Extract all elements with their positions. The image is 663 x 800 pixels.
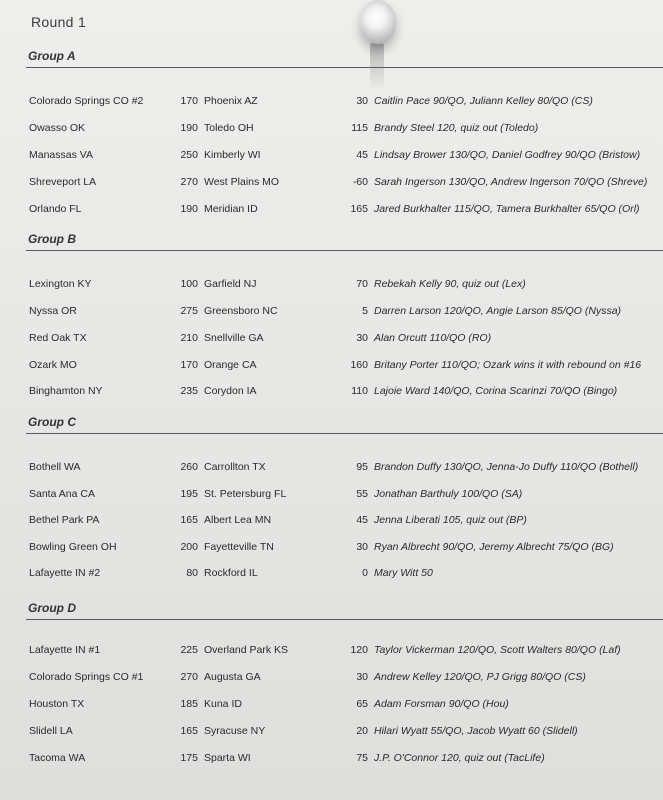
team-score: 175 <box>180 752 198 764</box>
opponent-score: 30 <box>356 332 368 344</box>
group-title: Group B <box>28 232 76 246</box>
opponent-name: Greensboro NC <box>204 305 278 317</box>
match-note: Brandy Steel 120, quiz out (Toledo) <box>374 122 539 134</box>
team-name: Nyssa OR <box>29 305 77 317</box>
opponent-name: Overland Park KS <box>204 644 289 656</box>
team-name: Bethel Park PA <box>29 514 100 526</box>
table-row <box>0 725 663 743</box>
team-score: 80 <box>186 567 198 579</box>
table-row <box>0 359 663 377</box>
opponent-name: Carrollton TX <box>204 461 266 473</box>
table-row <box>0 176 663 194</box>
team-score: 190 <box>180 122 198 134</box>
opponent-score: 0 <box>362 567 368 579</box>
team-score: 170 <box>180 95 198 107</box>
table-row <box>0 514 663 532</box>
table-row <box>0 203 663 221</box>
opponent-name: Albert Lea MN <box>204 514 272 526</box>
table-row <box>0 95 663 113</box>
opponent-name: Phoenix AZ <box>204 95 258 107</box>
team-score: 190 <box>180 203 198 215</box>
opponent-name: Orange CA <box>204 359 257 371</box>
team-name: Owasso OK <box>29 122 86 134</box>
match-note: Lindsay Brower 130/QO, Daniel Godfrey 90/QO (Bristow) <box>374 149 641 161</box>
opponent-name: Toledo OH <box>204 122 254 134</box>
match-note: Andrew Kelley 120/QO, PJ Grigg 80/QO (CS) <box>374 671 586 683</box>
team-score: 185 <box>180 698 198 710</box>
team-name: Shreveport LA <box>29 176 97 188</box>
table-row <box>0 461 663 479</box>
match-note: Hilari Wyatt 55/QO, Jacob Wyatt 60 (Slidell) <box>374 725 578 737</box>
opponent-name: Kimberly WI <box>204 149 261 161</box>
match-note: Jared Burkhalter 115/QO, Tamera Burkhalter 65/QO (Orl) <box>374 203 640 215</box>
group-title: Group D <box>28 601 76 615</box>
table-row <box>0 541 663 559</box>
group-divider <box>26 250 663 251</box>
team-name: Ozark MO <box>29 359 77 371</box>
table-row <box>0 278 663 296</box>
team-name: Lexington KY <box>29 278 92 290</box>
team-score: 270 <box>180 176 198 188</box>
opponent-score: 30 <box>356 671 368 683</box>
pin-shadow <box>370 40 384 90</box>
group-divider <box>26 619 663 620</box>
table-row <box>0 752 663 770</box>
table-row <box>0 305 663 323</box>
opponent-score: 120 <box>350 644 368 656</box>
opponent-score: 75 <box>356 752 368 764</box>
opponent-score: 55 <box>356 488 368 500</box>
team-name: Slidell LA <box>29 725 73 737</box>
opponent-score: 165 <box>350 203 368 215</box>
opponent-score: 30 <box>356 541 368 553</box>
team-name: Colorado Springs CO #1 <box>29 671 144 683</box>
team-name: Red Oak TX <box>29 332 87 344</box>
team-name: Manassas VA <box>29 149 93 161</box>
table-row <box>0 385 663 403</box>
match-note: Britany Porter 110/QO; Ozark wins it with rebound on #16 <box>374 359 642 371</box>
team-score: 200 <box>180 541 198 553</box>
table-row <box>0 644 663 662</box>
team-score: 165 <box>180 514 198 526</box>
table-row <box>0 488 663 506</box>
opponent-name: Fayetteville TN <box>204 541 274 553</box>
match-note: Mary Witt 50 <box>374 567 433 579</box>
group-title: Group A <box>28 49 76 63</box>
match-note: Rebekah Kelly 90, quiz out (Lex) <box>374 278 526 290</box>
match-note: Ryan Albrecht 90/QO, Jeremy Albrecht 75/QO (BG) <box>374 541 614 553</box>
opponent-score: 5 <box>362 305 368 317</box>
table-row <box>0 698 663 716</box>
opponent-score: 20 <box>356 725 368 737</box>
team-score: 250 <box>180 149 198 161</box>
table-row <box>0 567 663 585</box>
opponent-name: West Plains MO <box>204 176 280 188</box>
team-score: 170 <box>180 359 198 371</box>
round-title: Round 1 <box>31 14 87 30</box>
team-name: Orlando FL <box>29 203 82 215</box>
team-name: Houston TX <box>29 698 85 710</box>
team-name: Tacoma WA <box>29 752 86 764</box>
match-note: Darren Larson 120/QO, Angie Larson 85/QO (Nyssa) <box>374 305 622 317</box>
match-note: Jonathan Barthuly 100/QO (SA) <box>374 488 523 500</box>
team-name: Bothell WA <box>29 461 81 473</box>
team-name: Lafayette IN #1 <box>29 644 101 656</box>
opponent-name: Augusta GA <box>204 671 261 683</box>
team-score: 210 <box>180 332 198 344</box>
opponent-score: 115 <box>351 122 368 134</box>
match-note: J.P. O'Connor 120, quiz out (TacLife) <box>374 752 545 764</box>
team-score: 260 <box>180 461 198 473</box>
opponent-score: 65 <box>356 698 368 710</box>
group-divider <box>26 67 663 68</box>
opponent-score: 160 <box>350 359 368 371</box>
team-score: 235 <box>180 385 198 397</box>
opponent-name: Sparta WI <box>204 752 251 764</box>
opponent-name: Syracuse NY <box>204 725 266 737</box>
opponent-name: Corydon IA <box>204 385 257 397</box>
match-note: Brandon Duffy 130/QO, Jenna-Jo Duffy 110/QO (Bothell) <box>374 461 639 473</box>
opponent-score: 70 <box>356 278 368 290</box>
team-score: 225 <box>180 644 198 656</box>
opponent-score: 45 <box>356 149 368 161</box>
team-score: 195 <box>180 488 198 500</box>
team-score: 270 <box>180 671 198 683</box>
table-row <box>0 149 663 167</box>
table-row <box>0 122 663 140</box>
team-name: Bowling Green OH <box>29 541 117 553</box>
opponent-score: 45 <box>356 514 368 526</box>
team-name: Santa Ana CA <box>29 488 95 500</box>
table-row <box>0 332 663 350</box>
group-divider <box>26 433 663 434</box>
opponent-name: Snellville GA <box>204 332 264 344</box>
match-note: Adam Forsman 90/QO (Hou) <box>374 698 509 710</box>
opponent-name: Garfield NJ <box>204 278 257 290</box>
match-note: Taylor Vickerman 120/QO, Scott Walters 80/QO (Laf) <box>374 644 621 656</box>
opponent-score: 95 <box>356 461 368 473</box>
match-note: Lajoie Ward 140/QO, Corina Scarinzi 70/QO (Bingo) <box>374 385 618 397</box>
opponent-name: St. Petersburg FL <box>204 488 287 500</box>
opponent-score: 110 <box>351 385 368 397</box>
group-title: Group C <box>28 415 76 429</box>
team-name: Colorado Springs CO #2 <box>29 95 144 107</box>
team-score: 275 <box>180 305 198 317</box>
opponent-score: 30 <box>356 95 368 107</box>
opponent-name: Rockford IL <box>204 567 258 579</box>
push-pin-icon <box>360 0 396 44</box>
opponent-score: -60 <box>352 176 368 188</box>
match-note: Alan Orcutt 110/QO (RO) <box>374 332 492 344</box>
match-note: Sarah Ingerson 130/QO, Andrew Ingerson 70/QO (Shreve) <box>374 176 648 188</box>
opponent-name: Meridian ID <box>204 203 258 215</box>
match-note: Caitlin Pace 90/QO, Juliann Kelley 80/QO (CS) <box>374 95 593 107</box>
team-name: Binghamton NY <box>29 385 103 397</box>
team-name: Lafayette IN #2 <box>29 567 101 579</box>
match-note: Jenna Liberati 105, quiz out (BP) <box>374 514 527 526</box>
table-row <box>0 671 663 689</box>
team-score: 100 <box>180 278 198 290</box>
team-score: 165 <box>180 725 198 737</box>
opponent-name: Kuna ID <box>204 698 242 710</box>
